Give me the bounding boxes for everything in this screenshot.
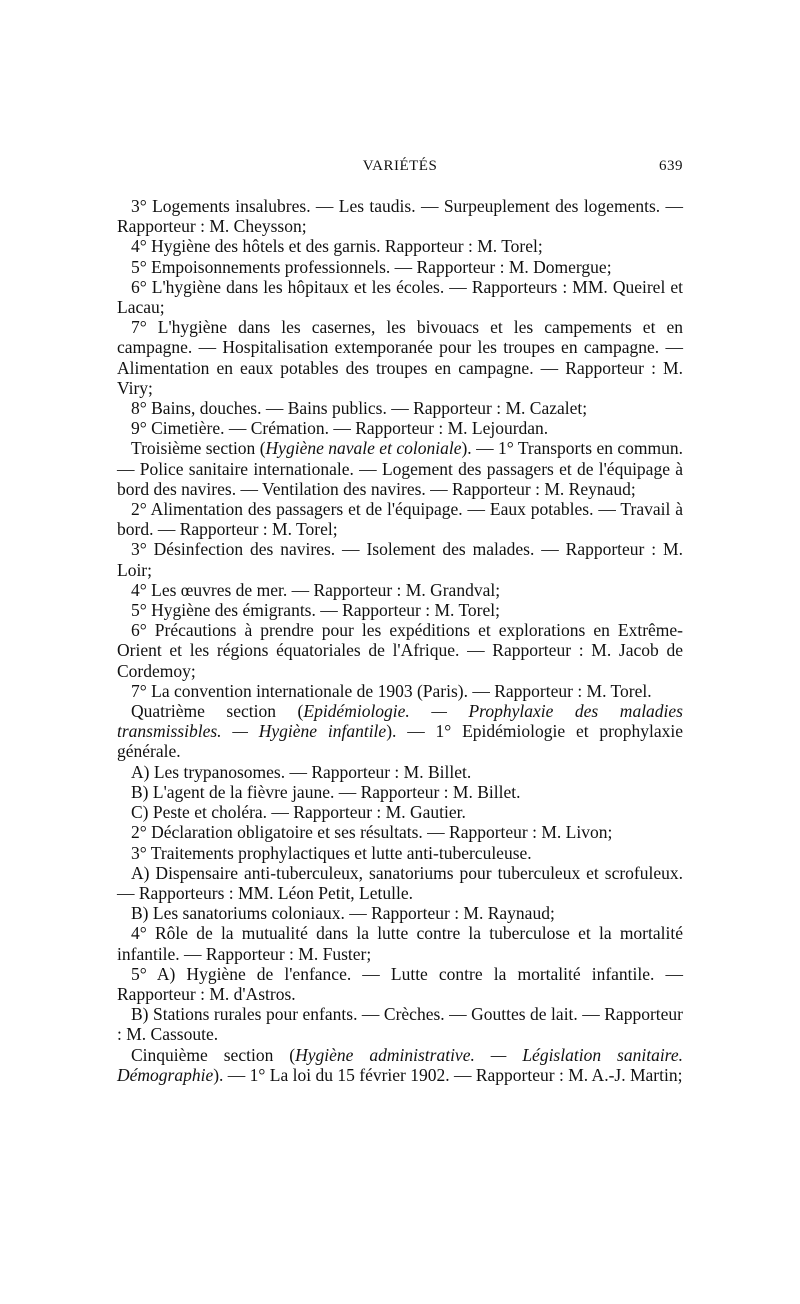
paragraph: 3° Traitements prophylactiques et lutte anti-tuberculeuse. bbox=[131, 842, 532, 863]
paragraph: 7° L'hygiène dans les casernes, les bivouacs et les campements et en campagne. — Hospitalisation extemporanée pour les troupes en campagne. — Alimentation en eaux potables des troupes en campagne. — Rapporteur : M. Viry; bbox=[117, 317, 683, 398]
paragraph: 4° Rôle de la mutualité dans la lutte contre la tuberculose et la mortalité infantile. — Rapporteur : M. Fuster; bbox=[117, 923, 683, 964]
text-segment: ). — 1° La loi du 15 février 1902. — Rapporteur : M. A.-J. Martin; bbox=[213, 1064, 683, 1085]
paragraph: A) Les trypanosomes. — Rapporteur : M. Billet. bbox=[131, 761, 472, 782]
paragraph: B) Les sanatoriums coloniaux. — Rapporteur : M. Raynaud; bbox=[131, 903, 555, 924]
paragraph: 4° Hygiène des hôtels et des garnis. Rapporteur : M. Torel; bbox=[131, 236, 543, 257]
paragraph: A) Dispensaire anti-tuberculeux, sanatoriums pour tuberculeux et scrofuleux. — Rapporteurs : MM. Léon Petit, Letulle. bbox=[117, 862, 683, 903]
paragraph: 3° Désinfection des navires. — Isolement des malades. — Rapporteur : M. Loir; bbox=[117, 539, 683, 580]
text-segment: ). — 1° Transports en commun. — Police sanitaire internationale. — Logement des passagers et de l'équipage à bord des navires. — Ventilation des navires. — Rapporteur : M. Reynaud; bbox=[117, 438, 683, 499]
italic-segment: Hygiène administrative. — Législation sanitaire. Démographie bbox=[117, 1044, 683, 1085]
paragraph: 5° A) Hygiène de l'enfance. — Lutte contre la mortalité infantile. — Rapporteur : M. d'Astros. bbox=[117, 963, 683, 1004]
text-segment: Cinquième section ( bbox=[131, 1044, 296, 1065]
text-segment: ). — 1° Epidémiologie et prophylaxie générale. bbox=[117, 721, 683, 762]
paragraph bbox=[117, 438, 683, 499]
paragraph: C) Peste et choléra. — Rapporteur : M. Gautier. bbox=[131, 802, 466, 823]
running-title: VARIÉTÉS bbox=[362, 158, 438, 174]
paragraph: 6° L'hygiène dans les hôpitaux et les écoles. — Rapporteurs : MM. Queirel et Lacau; bbox=[117, 276, 683, 318]
italic-segment: Hygiène navale et coloniale bbox=[265, 438, 462, 459]
paragraph: B) L'agent de la fièvre jaune. — Rapporteur : M. Billet. bbox=[131, 781, 521, 802]
paragraph: 9° Cimetière. — Crémation. — Rapporteur : M. Lejourdan. bbox=[131, 418, 549, 439]
paragraph: 2° Déclaration obligatoire et ses résultats. — Rapporteur : M. Livon; bbox=[131, 822, 613, 843]
italic-segment: Epidémiologie. — Prophylaxie des maladies transmissibles. — Hygiène infantile bbox=[117, 701, 683, 742]
paragraph: 7° La convention internationale de 1903 (Paris). — Rapporteur : M. Torel. bbox=[131, 680, 652, 701]
paragraph bbox=[117, 1045, 683, 1085]
paragraph: 6° Précautions à prendre pour les expéditions et explorations en Extrême-Orient et les régions équatoriales de l'Afrique. — Rapporteur : M. Jacob de Cordemoy; bbox=[117, 620, 683, 681]
paragraph: 5° Empoisonnements professionnels. — Rapporteur : M. Domergue; bbox=[131, 256, 612, 277]
text-segment: Quatrième section ( bbox=[131, 701, 304, 722]
paragraph: B) Stations rurales pour enfants. — Crèches. — Gouttes de lait. — Rapporteur : M. Cassoute. bbox=[117, 1004, 683, 1045]
text-segment: Troisième section ( bbox=[131, 438, 266, 459]
paragraph: 5° Hygiène des émigrants. — Rapporteur : M. Torel; bbox=[131, 600, 500, 621]
paragraph: 4° Les œuvres de mer. — Rapporteur : M. Grandval; bbox=[131, 579, 501, 600]
document-page bbox=[117, 0, 683, 1304]
paragraph: 3° Logements insalubres. — Les taudis. — Surpeuplement des logements. — Rapporteur : M. Cheysson; bbox=[117, 196, 683, 237]
paragraph bbox=[117, 701, 683, 762]
paragraph: 2° Alimentation des passagers et de l'équipage. — Eaux potables. — Travail à bord. — Rapporteur : M. Torel; bbox=[117, 499, 683, 540]
paragraph: 8° Bains, douches. — Bains publics. — Rapporteur : M. Cazalet; bbox=[131, 398, 588, 419]
body-text bbox=[117, 196, 683, 1085]
page-number: 639 bbox=[659, 158, 683, 174]
running-header bbox=[117, 158, 683, 180]
